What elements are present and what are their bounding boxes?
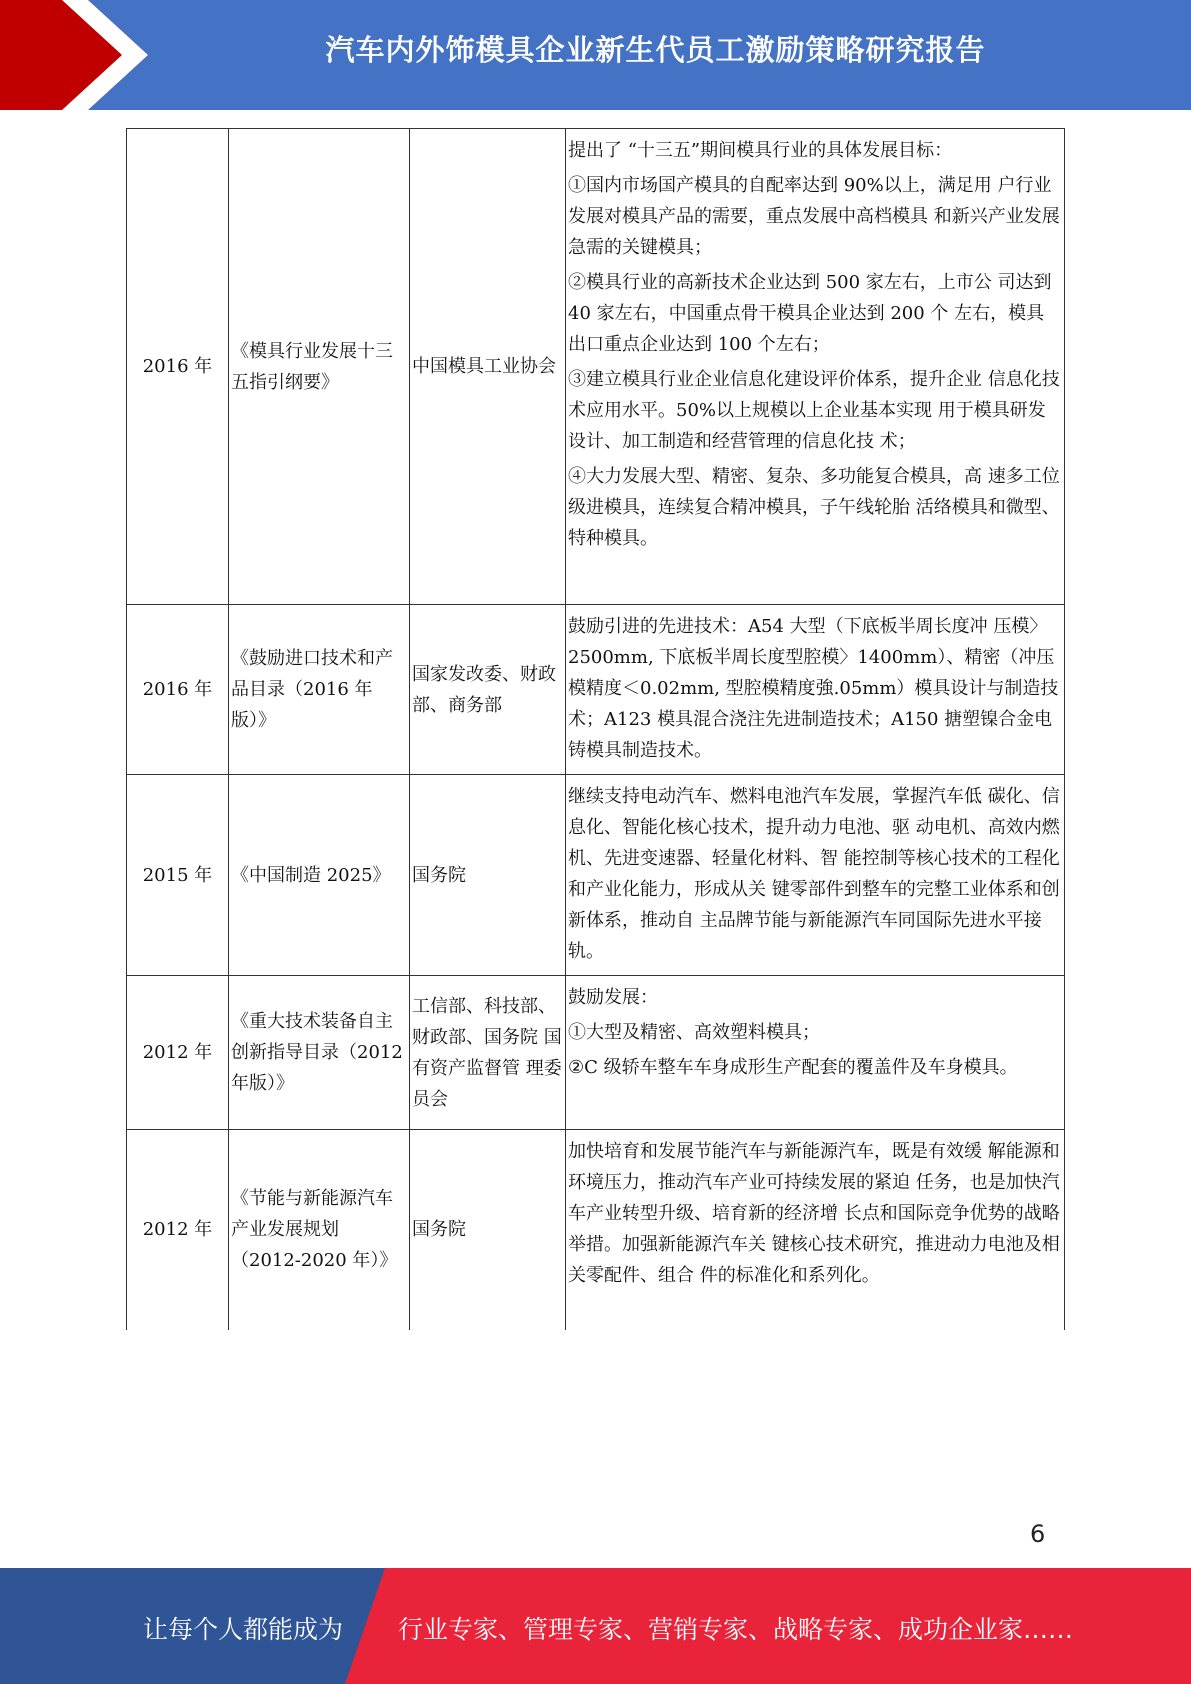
footer-banner [0, 1568, 1191, 1684]
issuer-cell: 工信部、科技部、 财政部、国务院 国有资产监督管 理委员会 [410, 976, 566, 1130]
header-arrow-decoration [0, 0, 160, 110]
content-cell [566, 129, 1065, 605]
header-banner [0, 0, 1191, 110]
content-paragraph: 加快培育和发展节能汽车与新能源汽车，既是有效缓 解能源和环境压力，推动汽车产业可持续发展的紧迫 任务，也是加快汽车产业转型升级、培育新的经济增 长点和国际竞争优势的战略举措。加强新能源汽车关 键核心技术研究，推进动力电池及相关零配件、组合 件的标准化和系列化。 [568, 1141, 1060, 1286]
footer-slogan-left: 让每个人都能成为 [143, 1615, 344, 1644]
content-paragraph: ①大型及精密、高效塑料模具； [568, 1022, 820, 1043]
table-row [127, 1130, 1065, 1330]
content-paragraph: ①国内市场国产模具的自配率达到 90%以上，满足用 户行业发展对模具产品的需要，重点发展中高档模具 和新兴产业发展急需的关键模具； [568, 175, 1060, 258]
content-paragraph: 鼓励引进的先进技术：A54 大型（下底板半周长度冲 压模〉2500mm, 下底板半周长度型腔模〉1400mm）、精密（冲压模精度＜0.02mm, 型腔模精度強.05mm）模具设计与制造技术；A123 模具混合浇注先进制造技术；A150 搪塑镍合金电铸模具制造技术。 [568, 616, 1059, 761]
content-cell [566, 976, 1065, 1130]
document-cell: 《节能与新能源汽车产业发展规划（2012-2020 年）》 [229, 1130, 410, 1330]
table-row [127, 605, 1065, 775]
report-title: 汽车内外饰模具企业新生代员工激励策略研究报告 [325, 33, 986, 67]
table-row [127, 775, 1065, 976]
document-cell: 《鼓励进口技术和产品目录（2016 年版）》 [229, 605, 410, 775]
issuer-cell: 中国模具工业协会 [410, 129, 566, 605]
content-paragraph: ②模具行业的高新技术企业达到 500 家左右，上市公 司达到 40 家左右，中国重点骨干模具企业达到 200 个 左右，模具出口重点企业达到 100 个左右； [568, 272, 1052, 355]
year-cell: 2012 年 [127, 976, 229, 1130]
issuer-cell: 国务院 [410, 775, 566, 976]
policy-table [126, 128, 1065, 1330]
page-number: 6 [1030, 1520, 1046, 1548]
issuer-cell: 国家发改委、财政部、商务部 [410, 605, 566, 775]
content-paragraph: 鼓励发展： [568, 987, 658, 1008]
table-row [127, 129, 1065, 605]
content-paragraph: 继续支持电动汽车、燃料电池汽车发展，掌握汽车低 碳化、信息化、智能化核心技术，提升动力电池、驱 动电机、高效内燃机、先进变速器、轻量化材料、智 能控制等核心技术的工程化和产业化能力，形成从关 键零部件到整车的完整工业体系和创新体系，推动自 主品牌节能与新能源汽车同国际先进水平接轨。 [568, 786, 1060, 962]
content-paragraph: ④大力发展大型、精密、复杂、多功能复合模具，高 速多工位级进模具，连续复合精冲模具，子午线轮胎 活络模具和微型、特种模具。 [568, 466, 1060, 549]
document-cell: 《中国制造 2025》 [229, 775, 410, 976]
content-cell [566, 1130, 1065, 1330]
content-cell [566, 775, 1065, 976]
document-cell: 《模具行业发展十三五指引纲要》 [229, 129, 410, 605]
year-cell: 2012 年 [127, 1130, 229, 1330]
content-paragraph: ③建立模具行业企业信息化建设评价体系，提升企业 信息化技术应用水平。50%以上规模以上企业基本实现 用于模具研发设计、加工制造和经营管理的信息化技 术； [568, 369, 1060, 452]
content-paragraph: ②C 级轿车整车车身成形生产配套的覆盖件及车身模具。 [568, 1057, 1018, 1078]
year-cell: 2016 年 [127, 605, 229, 775]
content-cell [566, 605, 1065, 775]
content-paragraph: 提出了 “十三五”期间模具行业的具体发展目标： [568, 140, 953, 161]
year-cell: 2016 年 [127, 129, 229, 605]
table-row [127, 976, 1065, 1130]
footer-slogan-right: 行业专家、管理专家、营销专家、战略专家、成功企业家…… [398, 1615, 1074, 1644]
issuer-cell: 国务院 [410, 1130, 566, 1330]
document-cell: 《重大技术装备自主创新指导目录（2012 年版）》 [229, 976, 410, 1130]
year-cell: 2015 年 [127, 775, 229, 976]
